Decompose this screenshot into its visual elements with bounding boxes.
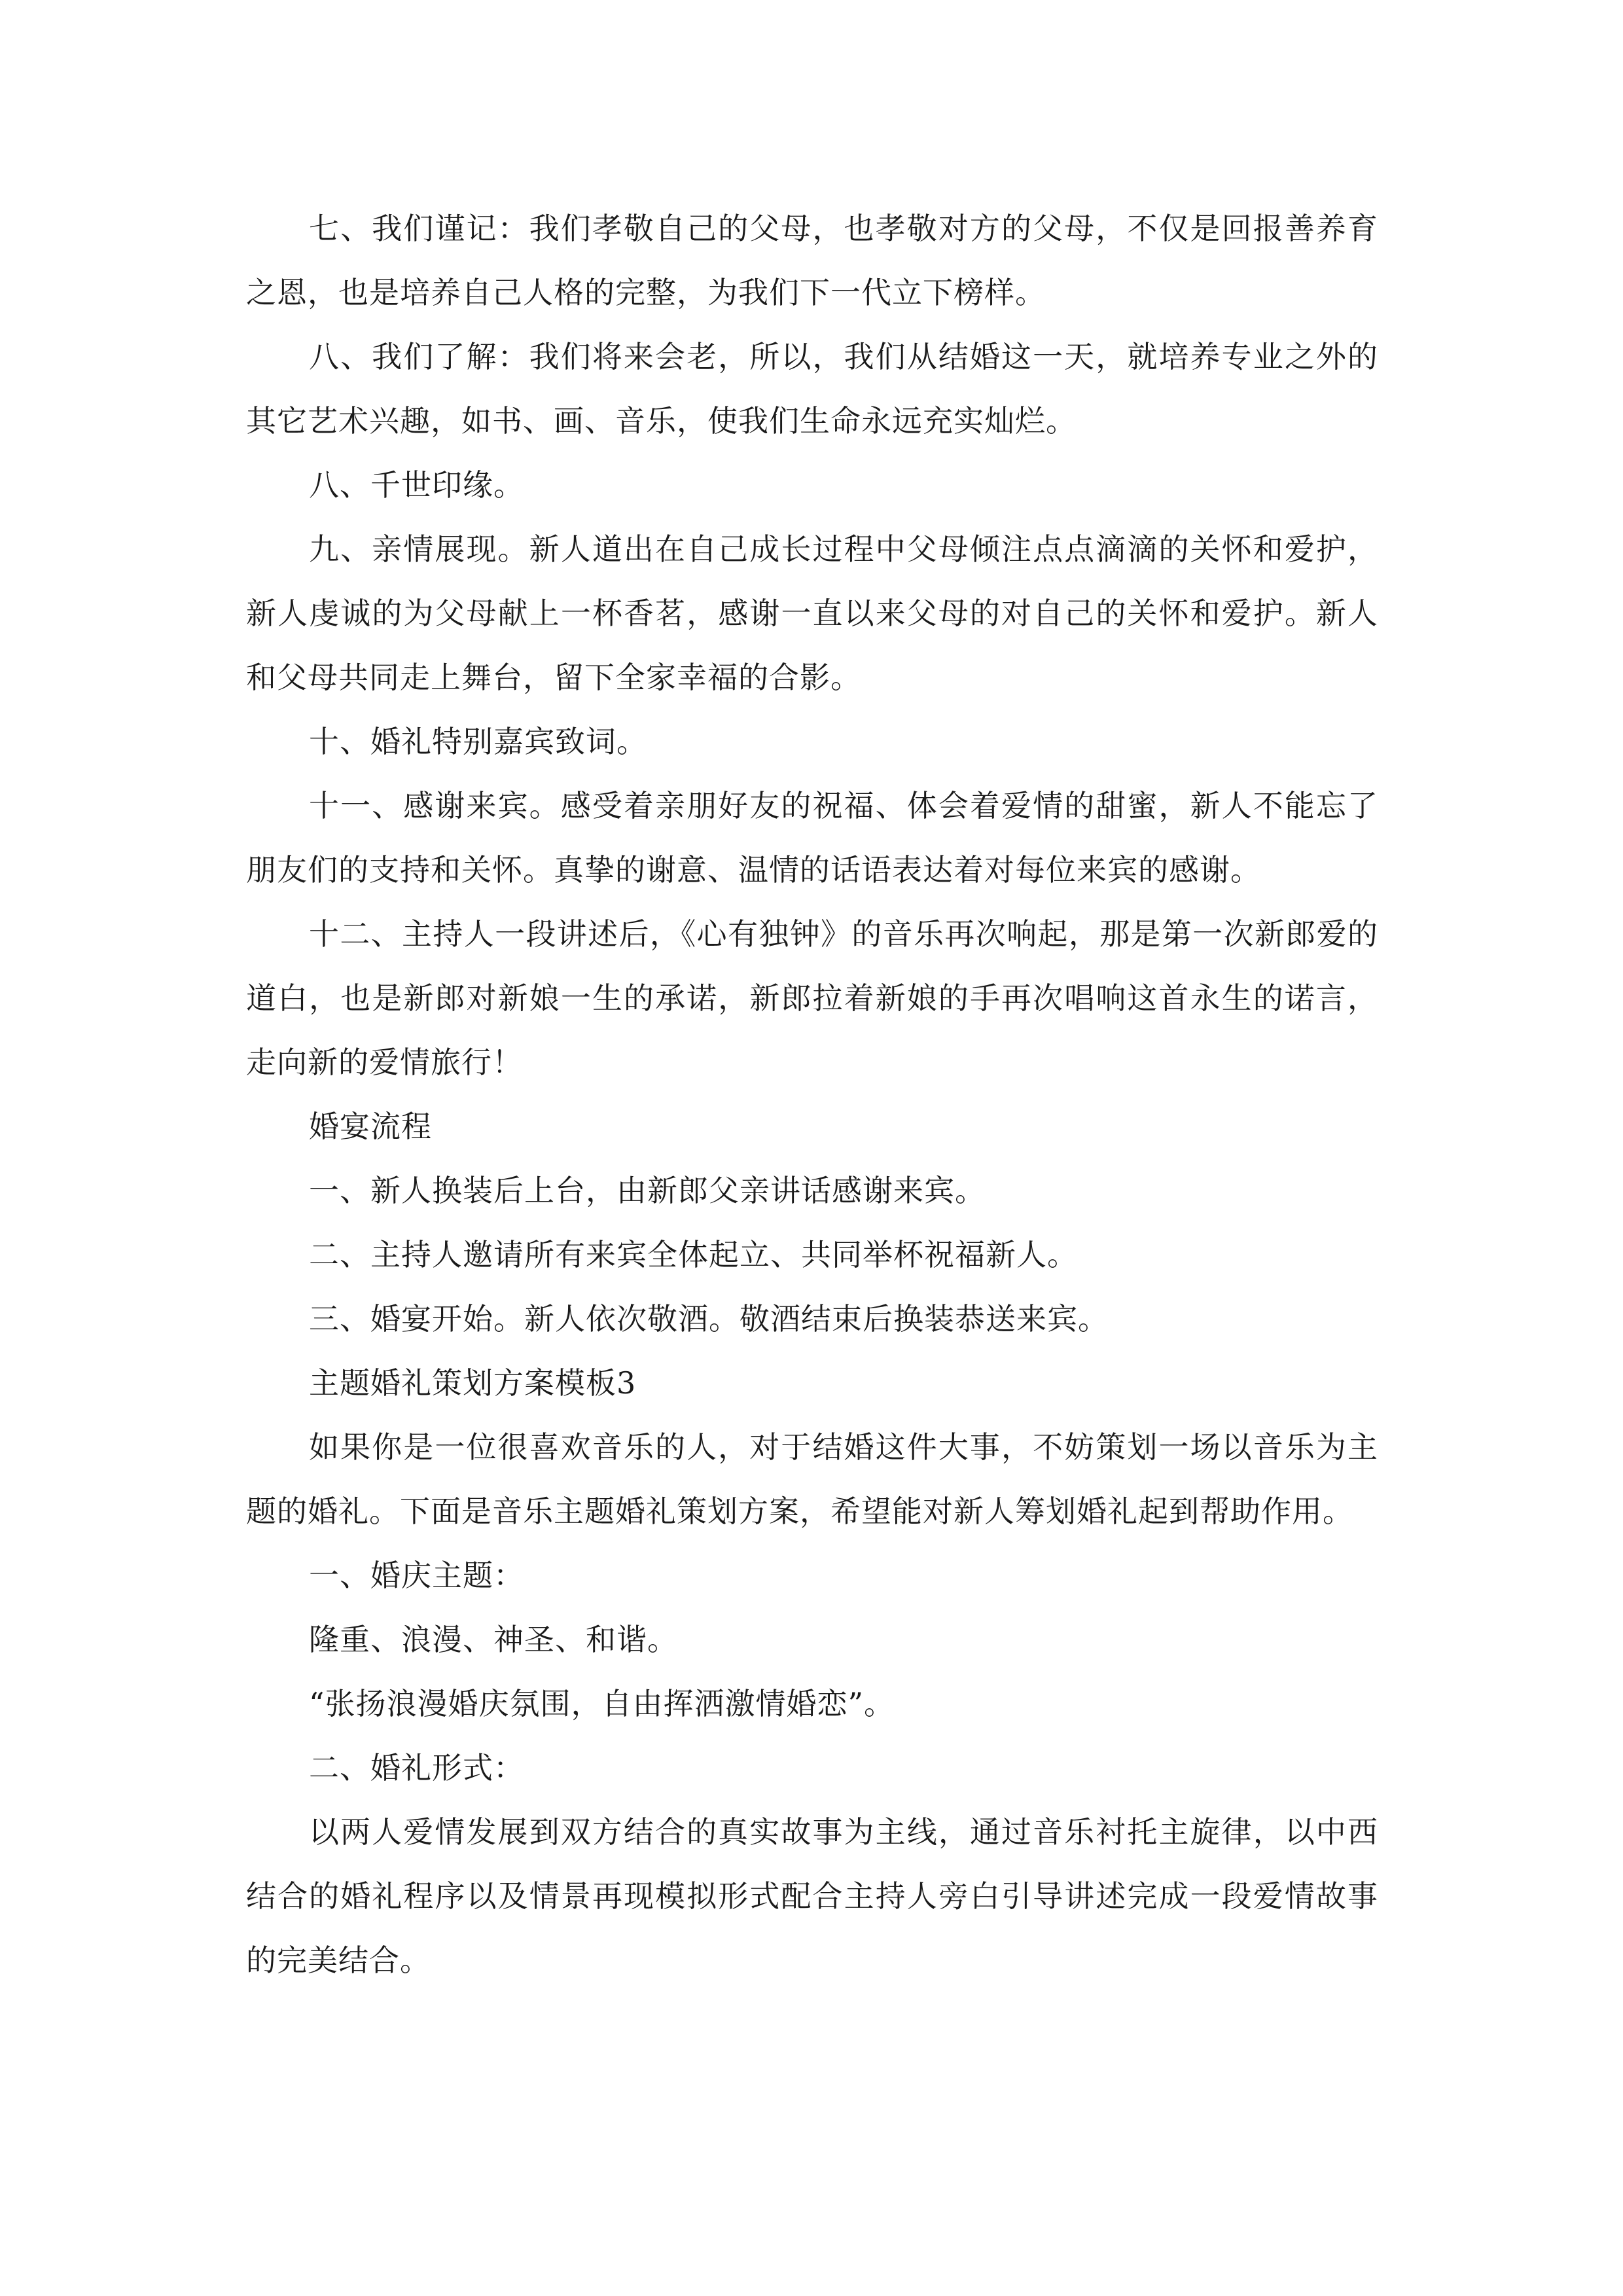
banquet-step-2: 二、主持人邀请所有来宾全体起立、共同举杯祝福新人。 — [309, 1237, 1078, 1272]
section-heading-banquet: 婚宴流程 — [309, 1109, 432, 1144]
form-heading: 二、婚礼形式： — [309, 1750, 524, 1785]
banquet-step-3: 三、婚宴开始。新人依次敬酒。敬酒结束后换装恭送来宾。 — [309, 1301, 1109, 1336]
paragraph-item-11: 十一、感谢来宾。感受着亲朋好友的祝福、体会着爱情的甜蜜，新人不能忘了朋友们的支持和关怀。真挚的谢意、温情的话语表达着对每位来宾的感谢。 — [246, 788, 1378, 888]
paragraph-item-8-qianshi: 八、千世印缘。 — [309, 467, 524, 503]
intro-paragraph: 如果你是一位很喜欢音乐的人，对于结婚这件大事，不妨策划一场以音乐为主题的婚礼。下面是音乐主题婚礼策划方案，希望能对新人筹划婚礼起到帮助作用。 — [246, 1429, 1378, 1529]
paragraph-item-10: 十、婚礼特别嘉宾致词。 — [309, 724, 647, 759]
form-description: 以两人爱情发展到双方结合的真实故事为主线，通过音乐衬托主旋律，以中西结合的婚礼程序以及情景再现模拟形式配合主持人旁白引导讲述完成一段爱情故事的完美结合。 — [246, 1814, 1378, 1978]
paragraph-item-9: 九、亲情展现。新人道出在自己成长过程中父母倾注点点滴滴的关怀和爱护，新人虔诚的为父母献上一杯香茗，感谢一直以来父母的对自己的关怀和爱护。新人和父母共同走上舞台，留下全家幸福的合影。 — [246, 531, 1378, 695]
paragraph-item-8: 八、我们了解：我们将来会老，所以，我们从结婚这一天，就培养专业之外的其它艺术兴趣，如书、画、音乐，使我们生命永远充实灿烂。 — [246, 339, 1378, 439]
template-title: 主题婚礼策划方案模板3 — [309, 1365, 637, 1401]
theme-slogan: “张扬浪漫婚庆氛围，自由挥洒激情婚恋”。 — [309, 1686, 895, 1721]
paragraph-item-7: 七、我们谨记：我们孝敬自己的父母，也孝敬对方的父母，不仅是回报善养育之恩，也是培养自己人格的完整，为我们下一代立下榜样。 — [246, 211, 1378, 310]
document-body — [246, 196, 1378, 1992]
theme-heading: 一、婚庆主题： — [309, 1558, 524, 1593]
paragraph-item-12: 十二、主持人一段讲述后，《心有独钟》的音乐再次响起，那是第一次新郎爱的道白，也是新郎对新娘一生的承诺，新郎拉着新娘的手再次唱响这首永生的诺言，走向新的爱情旅行！ — [246, 916, 1378, 1080]
theme-keywords: 隆重、浪漫、神圣、和谐。 — [309, 1622, 678, 1657]
banquet-step-1: 一、新人换装后上台，由新郎父亲讲话感谢来宾。 — [309, 1173, 986, 1208]
